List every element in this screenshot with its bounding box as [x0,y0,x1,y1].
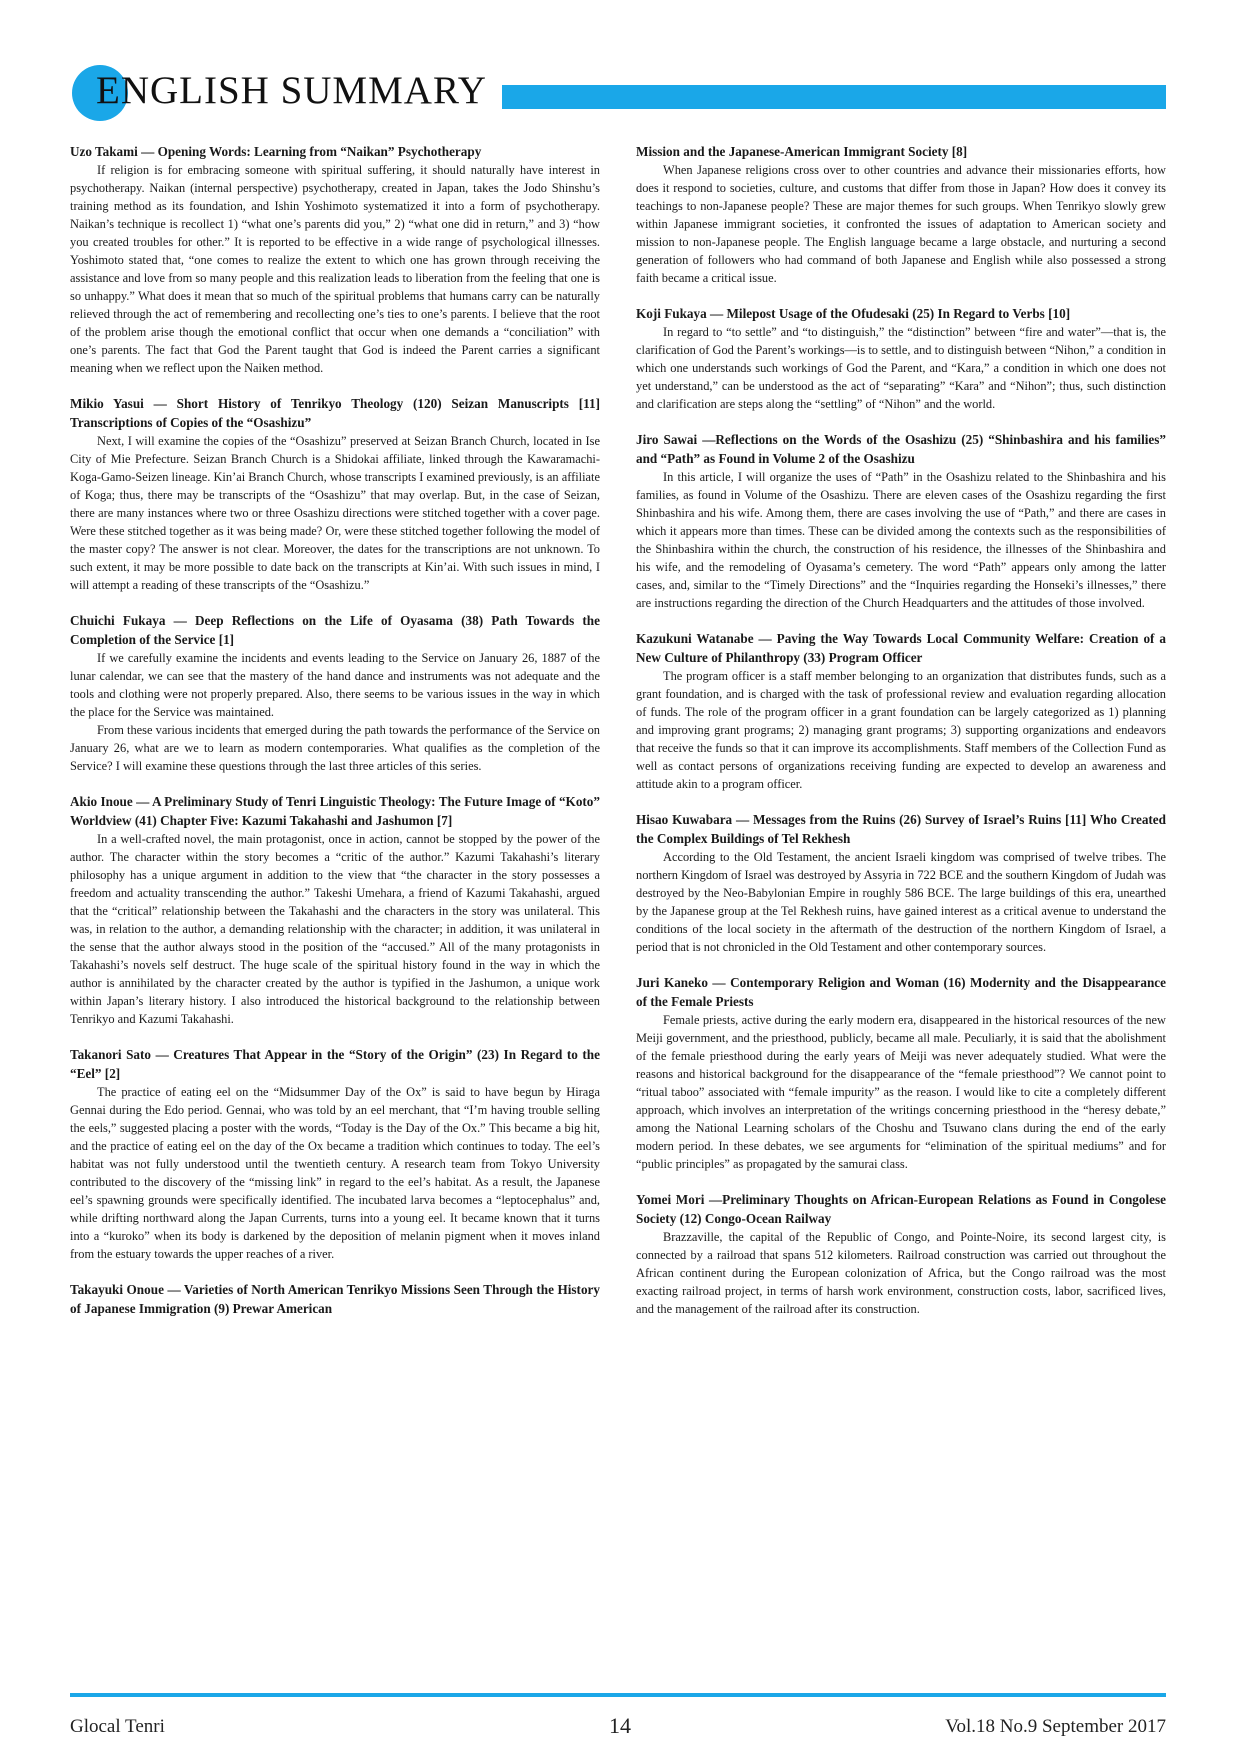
article-heading: Mission and the Japanese-American Immigrant Society [8] [636,144,968,159]
article-paragraph: From these various incidents that emerged during the path towards the performance of the Service on January 26, what are we to learn as modern contemporaries. What qualifies as the completion of the Service? I will examine these questions through the last three articles of this series. [70,723,600,773]
article-summary [70,1280,600,1318]
article-summary [636,629,1166,793]
article-paragraph: The practice of eating eel on the “Midsummer Day of the Ox” is said to have begun by Hiraga Gennai during the Edo period. Gennai, who was told by an eel merchant, that “I’m having trouble selling the eels,” suggested placing a poster with the words, “Today is the Day of the Ox.” This became a big hit, and the practice of eating eel on the day of the Ox became a tradition which continues to today. The eel’s habitat was not fully understood until the twentieth century. A research team from Tokyo University contributed to the discovery of the “missing link” in regard to the eel’s habitat. As a result, the Japanese eel’s spawning grounds were specifically identified. The incubated larva becomes a “leptocephalus” and, while drifting northward along the Japan Currents, turns into a young eel. It became known that it turns into a “kuroko” when its body is darkened by the deposition of melanin pigment when it moves inland from the estuary towards the upper reaches of a river. [70,1085,600,1261]
article-heading: Koji Fukaya — Milepost Usage of the Ofudesaki (25) In Regard to Verbs [10] [636,306,1071,321]
article-summary [70,611,600,775]
article-heading: Takayuki Onoue — Varieties of North American Tenrikyo Missions Seen Through the History of Japanese Immigration (9) Prewar American [70,1282,600,1316]
article-paragraph: The program officer is a staff member belonging to an organization that distributes funds, such as a grant foundation, and is charged with the task of professional review and evaluation regarding allocation of funds. The role of the program officer in a grant foundation can be largely categorized as 1) planning and improving grant programs; 2) managing grant programs; 3) supporting organizations and endeavors that receive the funds so that it can improve its accomplishments. Staff members of the Collection Fund as well as contact persons of organizations receiving funding are expected to develop an awareness and attitude akin to a program officer. [636,669,1166,791]
article-summary [636,810,1166,956]
article-paragraph: In a well-crafted novel, the main protagonist, once in action, cannot be stopped by the power of the author. The character within the story becomes a “critic of the author.” Kazumi Takahashi’s literary philosophy has a unique argument in addition to the view that “the character in the story possesses a freedom and actuality transcending the author.” Takeshi Umehara, a friend of Kazumi Takahashi, argued that the “critical” relationship between the Takahashi and the characters in the story was unilateral. This was, in relation to the author, a demanding relationship with the character; in addition, it was unilateral in the sense that the author always stood in the position of the “accused.” All of the many protagonists in Takahashi’s novels self destruct. The huge scale of the spiritual history found in the way in which the author is annihilated by the character created by the author is typified in the Jashumon, a unique work within Japan’s literary history. I also introduced the historical background to the relationship between Tenrikyo and Kazumi Takahashi. [70,832,600,1026]
article-paragraph: Female priests, active during the early modern era, disappeared in the historical resources of the new Meiji government, and the priesthood, publicly, became all male. Peculiarly, it is said that the abolishment of the female priesthood during the early years of Meiji was never adequately studied. What were the reasons and historical background for the disappearance of the “female priesthood”? We cannot point to “ritual taboo” associated with “female impurity” as the reason. I would like to cite a completely different approach, which involves an interpretation of the writings concerning priesthood in the “heresy debate,” among the National Learning scholars of the Choshu and Tsuwano clans during the end of the early modern period. In these debates, we see arguments for “elimination of the spiritual mediums” and for “public principles” as propagated by the samurai class. [636,1013,1166,1171]
page-title: ENGLISH SUMMARY [96,69,487,112]
article-summary [70,1045,600,1263]
article-summary [636,142,1166,287]
article-paragraph: Next, I will examine the copies of the “Osashizu” preserved at Seizan Branch Church, located in Ise City of Mie Prefecture. Seizan Branch Church is a Shidokai affiliate, linked through the Kawaramachi-Koga-Gamo-Seizen lineage. Kin’ai Branch Church, whose transcripts I examined previously, is an affiliate of Koga; thus, there may be transcripts of the “Osashizu” that may overlap. But, in the case of Seizan, there are many instances where two or three Osashizu directions were stitched together with a cover page. Were these stitched together as it was being made? Or, were these stitched together following the model of the master copy? The answer is not clear. Moreover, the dates for the transcriptions are not unknown. To such extent, it may be more possible to date back on the transcripts at Kin’ai. With such issues in mind, I will attempt a reading of these transcripts of the “Osashizu.” [70,434,600,592]
article-paragraph: In regard to “to settle” and “to distinguish,” the “distinction” between “fire and water”—that is, the clarification of God the Parent’s workings—is to settle, and to distinguish between “Nihon,” a condition in which one understands such workings of God the Parent, and “Kara,” a condition in which one does not yet understand,” can be understood as the act of “separating” “Kara” and “Nihon”; thus, such distinction and clarification are steps along the “settling” of “Nihon” and the world. [636,325,1166,411]
article-heading: Jiro Sawai —Reflections on the Words of the Osashizu (25) “Shinbashira and his families” and “Path” as Found in Volume 2 of the Osashizu [636,432,1166,466]
article-summary [636,973,1166,1173]
article-paragraph: In this article, I will organize the uses of “Path” in the Osashizu related to the Shinbashira and his families, as found in Volume of the Osashizu. There are eleven cases of the Osashizu regarding the first Shinbashira and his wife. Among them, there are cases involving the use of “Path,” and there are cases in which it appears more than times. These can be divided among the contexts such as the responsibilities of the Shinbashira within the church, the construction of his residence, the illnesses of the Shinbashira and his wife, and the remodeling of Oyasama’s cemetery. The word “Path” appears only among the latter cases, and, similar to the “Timely Directions” and the “Inquiries regarding the Honseki’s illnesses,” there are instructions regarding the direction of the Church Headquarters and the attitudes of those involved. [636,470,1166,610]
article-heading: Mikio Yasui — Short History of Tenrikyo Theology (120) Seizan Manuscripts [11] Transcriptions of Copies of the “Osashizu” [70,396,600,430]
article-summary [636,304,1166,413]
footer-rule [70,1693,1166,1697]
publication-name: Glocal Tenri [70,1716,165,1737]
article-heading: Hisao Kuwabara — Messages from the Ruins (26) Survey of Israel’s Ruins [11] Who Created the Complex Buildings of Tel Rekhesh [636,812,1166,846]
article-summary [636,430,1166,612]
article-heading: Juri Kaneko — Contemporary Religion and Woman (16) Modernity and the Disappearance of the Female Priests [636,975,1166,1009]
article-heading: Chuichi Fukaya — Deep Reflections on the Life of Oyasama (38) Path Towards the Completion of the Service [1] [70,613,600,647]
article-heading: Kazukuni Watanabe — Paving the Way Towards Local Community Welfare: Creation of a New Culture of Philanthropy (33) Program Officer [636,631,1166,665]
article-heading: Takanori Sato — Creatures That Appear in the “Story of the Origin” (23) In Regard to the “Eel” [2] [70,1047,600,1081]
right-column [636,142,1166,1676]
article-paragraph: Brazzaville, the capital of the Republic of Congo, and Pointe-Noire, its second largest city, is connected by a railroad that spans 512 kilometers. Railroad construction was carried out throughout the African continent during the European colonization of Africa, but the Congo railroad was the most exacting railroad project, in terms of harsh work environment, construction costs, labor, sacrificed lives, and the management of the railroad after its construction. [636,1230,1166,1316]
article-paragraph: When Japanese religions cross over to other countries and advance their missionaries efforts, how does it respond to societies, culture, and customs that differ from those in Japan? How does it convey its teachings to non-Japanese people? These are major themes for such groups. When Tenrikyo slowly grew within Japanese immigrant societies, it confronted the issues of adaptation to American society and mission to non-Japanese people. The English language became a large obstacle, and nurturing a second generation of followers who had command of both Japanese and English while also possessed a strong faith became a critical issue. [636,163,1166,285]
article-summary [70,394,600,594]
header-bar-decoration [502,85,1166,109]
left-column [70,142,600,1676]
article-summary [636,1190,1166,1318]
article-heading: Akio Inoue — A Preliminary Study of Tenri Linguistic Theology: The Future Image of “Koto” Worldview (41) Chapter Five: Kazumi Takahashi and Jashumon [7] [70,794,600,828]
page-header [70,64,1166,122]
page-number: 14 [609,1713,631,1738]
article-paragraph: According to the Old Testament, the ancient Israeli kingdom was comprised of twelve tribes. The northern Kingdom of Israel was destroyed by Assyria in 722 BCE and the southern Kingdom of Judah was destroyed by the Neo-Babylonian Empire in roughly 586 BCE. The large buildings of this era, unearthed by the Japanese group at the Tel Rekhesh ruins, have gained interest as a critical avenue to understand the conditions of the local society in the aftermath of the destruction of the northern Kingdom of Israel, a period that is not chronicled in the Old Testament and other contemporary sources. [636,850,1166,954]
article-paragraph: If religion is for embracing someone with spiritual suffering, it should naturally have interest in psychotherapy. Naikan (internal perspective) psychotherapy, created in Japan, takes the Jodo Shinshu’s training method as its foundation, and Ishin Yoshimoto systematized it into a form of psychotherapy. Naikan’s technique is recollect 1) “what one’s parents did you,” 2) “what one did in return,” and 3) “how you created troubles for other.” It is reported to be effective in a wide range of psychological illnesses. Yoshimoto stated that, “one comes to realize the extent to which one has grown through receiving the assistance and love from so many people and this realization leads to liberation from the feeling that one is so unhappy.” What does it mean that so much of the spiritual problems that humans carry can be naturally relieved through the act of remembering and recollecting one’s ties to one’s parents. I believe that the root of the problem arise though the emotional conflict that occur when one demands a “conciliation” with one’s parents. The fact that God the Parent taught that God is indeed the Parent carries a significant meaning when we reflect upon the Naiken method. [70,163,600,375]
article-heading: Yomei Mori —Preliminary Thoughts on African-European Relations as Found in Congolese Society (12) Congo-Ocean Railway [636,1192,1166,1226]
article-summary [70,792,600,1028]
article-summary [70,142,600,377]
issue-info: Vol.18 No.9 September 2017 [945,1716,1166,1737]
article-heading: Uzo Takami — Opening Words: Learning from “Naikan” Psychotherapy [70,144,482,159]
article-paragraph: If we carefully examine the incidents and events leading to the Service on January 26, 1887 of the lunar calendar, we can see that the mastery of the hand dance and instruments was not adequate and the tools and clothing were not properly prepared. Also, there seems to be various issues in the way in which the place for the Service was maintained. [70,651,600,719]
